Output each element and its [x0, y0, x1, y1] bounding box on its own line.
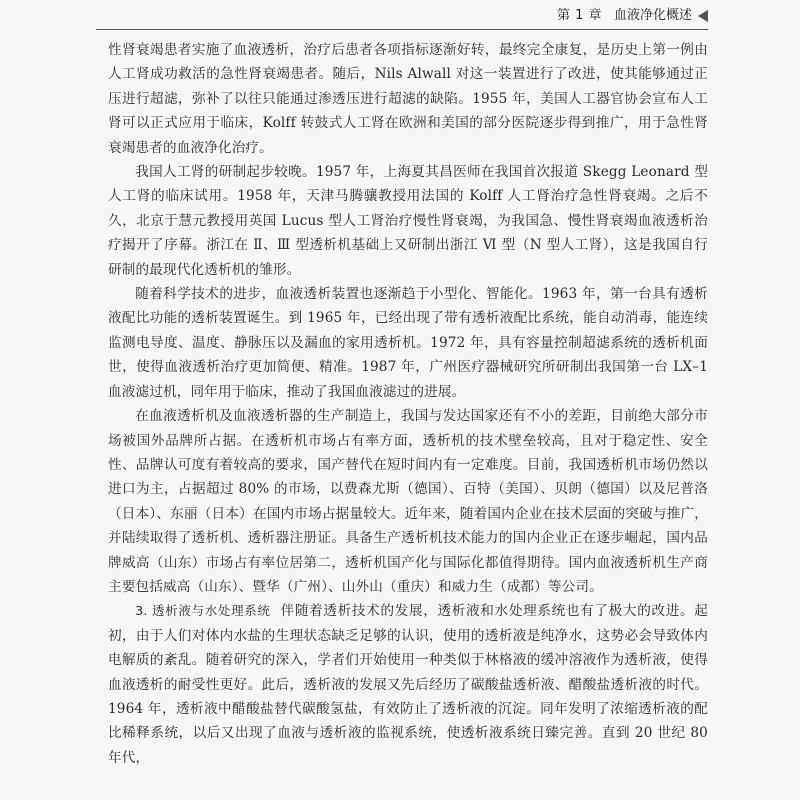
running-header: [96, 0, 708, 30]
paragraph-2: [108, 160, 708, 282]
chapter-label: 第 1 章: [556, 8, 602, 23]
paragraph-1: [108, 38, 708, 160]
paragraph-5: [108, 599, 708, 770]
paragraph-3: [108, 282, 708, 404]
paragraph-text: 随着科学技术的进步，血液透析装置也逐渐趋于小型化、智能化。1963 年，第一台具有透析液配比功能的透析装置诞生。到 1965 年，已经出现了带有透析液配比系统，能自动消毒，能连续监测电导度、温度、静脉压以及漏血的家用透析机。1972 年，具有容量控制超滤系统的透析机面世，使得血液透析治疗更加简便、精准。1987 年，广州医疗器械研究所研制出我国第一台 LX–1 血液滤过机，同年用于临床，推动了我国血液滤过的进展。: [108, 286, 708, 400]
chapter-title: 血液净化概述: [613, 8, 692, 23]
triangle-left-icon: [698, 10, 708, 22]
paragraph-text: 性肾衰竭患者实施了血液透析，治疗后患者各项指标逐渐好转，最终完全康复，是历史上第一例由人工肾成功救活的急性肾衰竭患者。随后，Nils Alwall 对这一装置进行了改进，使其能够通过正压进行超滤，弥补了以往只能通过渗透压进行超滤的缺陷。1955 年，美国人工器官协会宣布人工肾可以正式应用于临床，Kolff 转鼓式人工肾在欧洲和美国的部分医院逐步得到推广，用于急性肾衰竭患者的血液净化治疗。: [108, 42, 708, 156]
paragraph-text: 伴随着透析技术的发展，透析液和水处理系统也有了极大的改进。起初，由于人们对体内水盐的生理状态缺乏足够的认识，使用的透析液是纯净水，这势必会导致体内电解质的紊乱。随着研究的深入，学者们开始使用一种类似于林格液的缓冲溶液作为透析液，使得血液透析的耐受性更好。此后，透析液的发展又先后经历了碳酸盐透析液、醋酸盐透析液的时代。1964 年，透析液中醋酸盐替代碳酸氢盐，有效防止了透析液的沉淀。同年发明了浓缩透析液的配比稀释系统，以后又出现了血液与透析液的监视系统，使透析液系统日臻完善。直到 20 世纪 80 年代，: [108, 603, 708, 766]
paragraph-text: 在血液透析机及血液透析器的生产制造上，我国与发达国家还有不小的差距，目前绝大部分市场被国外品牌所占据。在透析机市场占有率方面，透析机的技术壁垒较高，且对于稳定性、安全性、品牌认可度有着较高的要求，国产替代在短时间内有一定难度。目前，我国透析机市场仍然以进口为主，占据超过 80% 的市场，以费森尤斯（德国）、百特（美国）、贝朗（德国）以及尼普洛（日本）、东丽（日本）在国内市场占据量较大。近年来，随着国内企业在技术层面的突破与推广，并陆续取得了透析机、透析器注册证。具备生产透析机技术能力的国内企业正在逐步崛起，国内品牌威高（山东）市场占有率位居第二，透析机国产化与国际化都值得期待。国内血液透析机生产商主要包括威高（山东）、暨华（广州）、山外山（重庆）和威力生（成都）等公司。: [108, 408, 708, 595]
paragraph-4: [108, 404, 708, 599]
page-body: [108, 38, 708, 770]
paragraph-text: 我国人工肾的研制起步较晚。1957 年，上海夏其昌医师在我国首次报道 Skegg Leonard 型人工肾的临床试用。1958 年，天津马腾骧教授用法国的 Kolff 人工肾治疗急性肾衰竭。之后不久，北京于慧元教授用英国 Lucus 型人工肾治疗慢性肾衰竭，为我国急、慢性肾衰竭血液透析治疗揭开了序幕。浙江在 Ⅱ、Ⅲ 型透析机基础上又研制出浙江 Ⅵ 型（N 型人工肾），这是我国自行研制的最现代化透析机的雏形。: [108, 164, 708, 278]
section-heading: 3. 透析液与水处理系统: [135, 603, 271, 619]
